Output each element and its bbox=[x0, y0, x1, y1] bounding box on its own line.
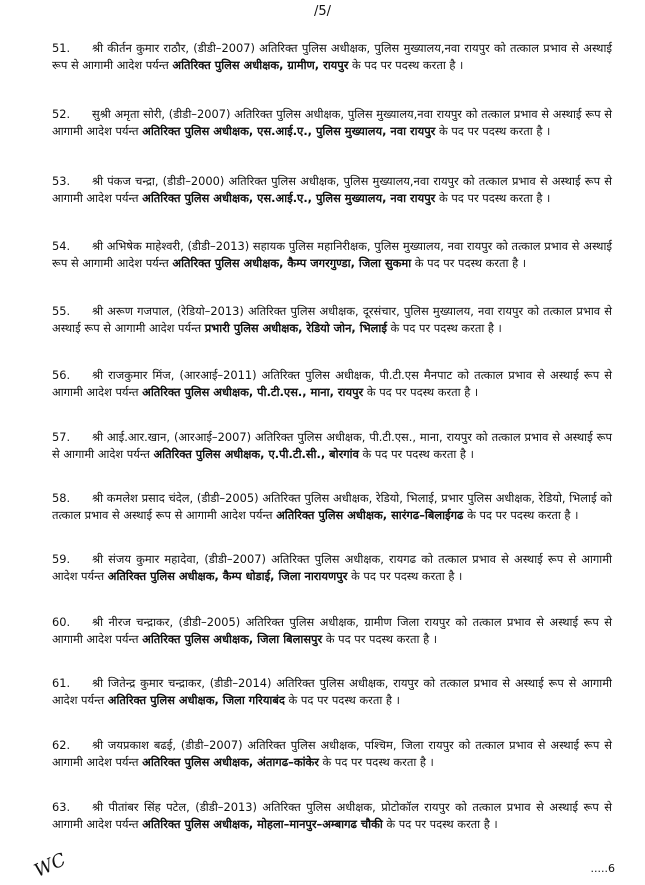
entry-text: श्री पीतांबर सिंह पटेल, (डीडी–2013) अतिरिक्त पुलिस अधीक्षक, प्रोटोकॉल रायपुर को तत्काल प्रभाव से अस्थाई रूप से आगामी आदेश पर्यन्त bbox=[52, 800, 612, 831]
entry-number: 58. bbox=[52, 491, 71, 505]
order-entry-61 bbox=[52, 675, 612, 709]
entry-tail: के पद पर पदस्थ करता है । bbox=[382, 817, 498, 831]
entry-text: सुश्री अमृता सोरी, (डीडी–2007) अतिरिक्त पुलिस अधीक्षक, पुलिस मुख्यालय,नवा रायपुर को तत्काल प्रभाव से अस्थाई रूप से आगामी आदेश पर्यन्त bbox=[52, 107, 612, 138]
order-entry-58 bbox=[52, 490, 612, 524]
entry-text: श्री राजकुमार मिंज, (आरआई–2011) अतिरिक्त पुलिस अधीक्षक, पी.टी.एस मैनपाट को तत्काल प्रभाव से अस्थाई रूप से आगामी आदेश पर्यन्त bbox=[52, 368, 612, 399]
order-entry-51 bbox=[52, 40, 612, 74]
page-number: /5/ bbox=[313, 4, 332, 19]
entry-tail: के पद पर पदस्थ करता है । bbox=[322, 632, 438, 646]
entry-post: अतिरिक्त पुलिस अधीक्षक, पी.टी.एस., माना, रायपुर bbox=[142, 385, 364, 399]
entry-number: 54. bbox=[52, 239, 71, 253]
entry-tail: के पद पर पदस्थ करता है । bbox=[347, 569, 463, 583]
entry-text: श्री जयप्रकाश बढई, (डीडी–2007) अतिरिक्त पुलिस अधीक्षक, पश्चिम, जिला रायपुर को तत्काल प्रभाव से अस्थाई रूप से आगामी आदेश पर्यन्त bbox=[52, 738, 612, 769]
entry-post: अतिरिक्त पुलिस अधीक्षक, कैम्प धोडाई, जिला नारायणपुर bbox=[107, 569, 348, 583]
entry-post: अतिरिक्त पुलिस अधीक्षक, जिला गरियाबंद bbox=[107, 693, 285, 707]
order-entry-59 bbox=[52, 551, 612, 585]
entry-number: 60. bbox=[52, 615, 71, 629]
entry-post: अतिरिक्त पुलिस अधीक्षक, मोहला–मानपुर–अम्बागढ चौकी bbox=[142, 817, 383, 831]
order-entry-52 bbox=[52, 106, 612, 140]
entry-post: अतिरिक्त पुलिस अधीक्षक, कैम्प जगरगुण्डा, जिला सुकमा bbox=[172, 256, 412, 270]
entry-text: श्री नीरज चन्द्राकर, (डीडी–2005) अतिरिक्त पुलिस अधीक्षक, ग्रामीण जिला रायपुर को तत्काल प्रभाव से अस्थाई रूप से आगामी आदेश पर्यन्त bbox=[52, 615, 612, 646]
entry-tail: के पद पर पदस्थ करता है । bbox=[348, 58, 464, 72]
entry-number: 59. bbox=[52, 552, 71, 566]
entry-post: अतिरिक्त पुलिस अधीक्षक, एस.आई.ए., पुलिस मुख्यालय, नवा रायपुर bbox=[142, 191, 436, 205]
entry-number: 61. bbox=[52, 676, 71, 690]
entry-tail: के पद पर पदस्थ करता है । bbox=[358, 447, 474, 461]
entry-text: श्री जितेन्द्र कुमार चन्द्राकर, (डीडी–2014) अतिरिक्त पुलिस अधीक्षक, रायपुर को तत्काल प्रभाव से अस्थाई रूप से आगामी आदेश पर्यन्त bbox=[52, 676, 612, 707]
entry-text: श्री अभिषेक माहेश्वरी, (डीडी–2013) सहायक पुलिस महानिरीक्षक, पुलिस मुख्यालय, नवा रायपुर को तत्काल प्रभाव से अस्थाई रूप से आगामी आदेश पर्यन्त bbox=[52, 239, 612, 270]
entry-tail: के पद पर पदस्थ करता है । bbox=[411, 256, 527, 270]
entry-text: श्री पंकज चन्द्रा, (डीडी–2000) अतिरिक्त पुलिस अधीक्षक, पुलिस मुख्यालय,नवा रायपुर को तत्काल प्रभाव से अस्थाई रूप से आगामी आदेश पर्यन्त bbox=[52, 174, 612, 205]
entry-number: 52. bbox=[52, 107, 71, 121]
entry-tail: के पद पर पदस्थ करता है । bbox=[435, 124, 551, 138]
signature-initials: WC bbox=[31, 849, 70, 882]
entry-number: 57. bbox=[52, 430, 71, 444]
entry-text: श्री संजय कुमार महादेवा, (डीडी–2007) अतिरिक्त पुलिस अधीक्षक, रायगढ को तत्काल प्रभाव से अस्थाई रूप से आगामी आदेश पर्यन्त bbox=[52, 552, 612, 583]
entry-text: श्री कमलेश प्रसाद चंदेल, (डीडी–2005) अतिरिक्त पुलिस अधीक्षक, रेडियो, भिलाई, प्रभार पुलिस अधीक्षक, रेडियो, भिलाई को तत्काल प्रभाव से अस्थाई रूप से आगामी आदेश पर्यन्त bbox=[52, 491, 612, 522]
entry-text: श्री आई.आर.खान, (आरआई–2007) अतिरिक्त पुलिस अधीक्षक, पी.टी.एस., माना, रायपुर को तत्काल प्रभाव से अस्थाई रूप से आगामी आदेश पर्यन्त bbox=[52, 430, 612, 461]
entry-post: अतिरिक्त पुलिस अधीक्षक, जिला बिलासपुर bbox=[142, 632, 323, 646]
order-entry-60 bbox=[52, 614, 612, 648]
entry-post: प्रभारी पुलिस अधीक्षक, रेडियो जोन, भिलाई bbox=[204, 321, 387, 335]
entry-post: अतिरिक्त पुलिस अधीक्षक, ए.पी.टी.सी., बोरगांव bbox=[153, 447, 359, 461]
entry-tail: के पद पर पदस्थ करता है । bbox=[284, 693, 400, 707]
entry-post: अतिरिक्त पुलिस अधीक्षक, सारंगढ–बिलाईगढ bbox=[276, 508, 464, 522]
entry-number: 62. bbox=[52, 738, 71, 752]
entry-number: 51. bbox=[52, 41, 71, 55]
entry-post: अतिरिक्त पुलिस अधीक्षक, अंतागढ–कांकेर bbox=[142, 755, 319, 769]
order-entry-57 bbox=[52, 429, 612, 463]
order-entry-53 bbox=[52, 173, 612, 207]
entry-number: 55. bbox=[52, 304, 71, 318]
order-entry-56 bbox=[52, 367, 612, 401]
continuation-marker: .....6 bbox=[590, 862, 615, 875]
entry-tail: के पद पर पदस्थ करता है । bbox=[363, 385, 479, 399]
entry-post: अतिरिक्त पुलिस अधीक्षक, ग्रामीण, रायपुर bbox=[172, 58, 349, 72]
entry-tail: के पद पर पदस्थ करता है । bbox=[435, 191, 551, 205]
entry-tail: के पद पर पदस्थ करता है । bbox=[318, 755, 434, 769]
order-entry-55 bbox=[52, 303, 612, 337]
entry-number: 56. bbox=[52, 368, 71, 382]
entry-tail: के पद पर पदस्थ करता है । bbox=[463, 508, 579, 522]
entry-number: 63. bbox=[52, 800, 71, 814]
entry-number: 53. bbox=[52, 174, 71, 188]
order-entry-54 bbox=[52, 238, 612, 272]
entry-tail: के पद पर पदस्थ करता है । bbox=[386, 321, 502, 335]
entry-text: श्री कीर्तन कुमार राठौर, (डीडी–2007) अतिरिक्त पुलिस अधीक्षक, पुलिस मुख्यालय,नवा रायपुर को तत्काल प्रभाव से अस्थाई रूप से आगामी आदेश पर्यन्त bbox=[52, 41, 612, 72]
order-entry-63 bbox=[52, 799, 612, 833]
entry-text: श्री अरूण गजपाल, (रेडियो–2013) अतिरिक्त पुलिस अधीक्षक, दूरसंचार, पुलिस मुख्यालय, नवा रायपुर को तत्काल प्रभाव से अस्थाई रूप से आगामी आदेश पर्यन्त bbox=[52, 304, 612, 335]
order-entry-62 bbox=[52, 737, 612, 771]
entry-post: अतिरिक्त पुलिस अधीक्षक, एस.आई.ए., पुलिस मुख्यालय, नवा रायपुर bbox=[142, 124, 436, 138]
